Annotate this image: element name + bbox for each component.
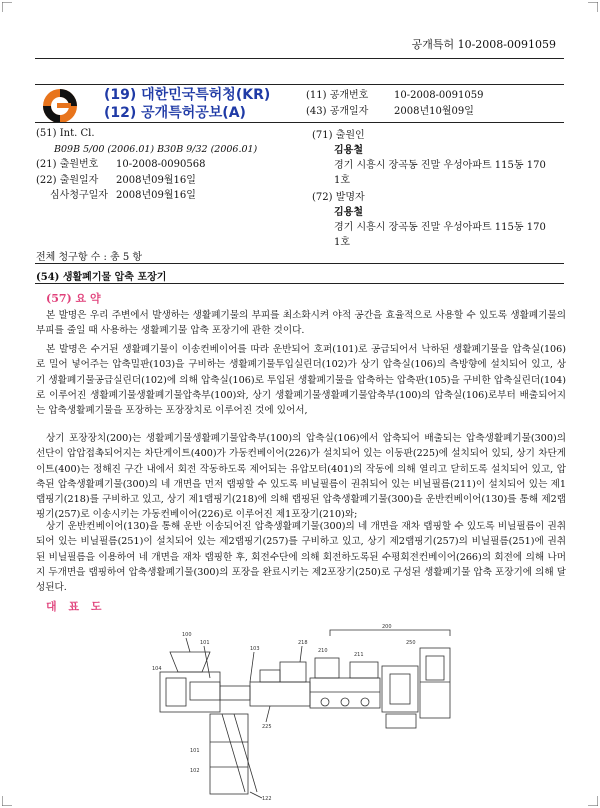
- pub-number-value: 10-2008-0091059: [394, 90, 484, 101]
- applicant-address-cont: 1호: [334, 175, 351, 186]
- exam-date-label: 심사청구일자: [50, 190, 108, 201]
- figure-label: 218: [298, 640, 308, 646]
- figure-label: 122: [262, 796, 272, 802]
- applicant-label: (71) 출원인: [312, 130, 365, 141]
- int-cl-label: (51) Int. Cl.: [36, 128, 95, 139]
- abstract-paragraph: 상기 포장장치(200)는 생활폐기물생활폐기물압축부(100)의 압축실(106)에서 압축되어 배출되는 압축생활폐기물(300)의 선단이 압압접촉되어지는 차단게이트(400)가 가동컨베이어(226)가 설치되어 있는 이동판(225)에 설치되어 있되, 상기 차단게이트(400)는 정해진 구간 내에서 회전 작동하도록 제어되는 유압모터(401)의 작동에 의해 열리고 닫히도록 설치되어 있고, 압축된 압축생활폐기물(300)의 네 개면을 먼저 랩핑할 수 있도록 비닐필름이 권취되어 있는 비닐필름(211)이 설치되어 있는 제1랩핑기(218)를 구비하고 있고, 상기 제1랩핑기(218)에 의해 랩핑된 압축생활폐기물(300)을 운반컨베이어(130)를 통해 제2랩핑기(257)로 이송시키는 가동컨베이어(226)로 이루어진 제1포장기(210)와;: [36, 433, 566, 521]
- figure-label: 102: [190, 768, 200, 774]
- bibliographic-data: [36, 126, 257, 204]
- exam-date-value: 2008년09월16일: [116, 190, 196, 201]
- figure-label: 211: [354, 652, 364, 658]
- exam-date-row: [36, 188, 257, 204]
- app-date-value: 2008년09월16일: [116, 174, 196, 186]
- pub-date-label: (43) 공개일자: [306, 106, 369, 117]
- ipc-codes: B09B 5/00 (2006.01) B30B 9/32 (2006.01): [54, 143, 258, 155]
- abstract-paragraph: 본 발명은 우리 주변에서 발생하는 생활폐기물의 부피를 최소화시켜 야적 공간을 효율적으로 사용할 수 있도록 생활폐기물의 부피를 줄일 때 사용하는 생활폐기물 압축 포장기에 관한 것이다.: [36, 310, 566, 337]
- inventor-name: 김용철: [334, 207, 363, 218]
- office-top-rule: [35, 84, 564, 85]
- parties-block: [312, 128, 562, 250]
- pub-date-row: [306, 104, 483, 120]
- corner-mark: [2, 2, 12, 12]
- figure-label: 104: [152, 666, 162, 672]
- representative-drawing-heading: 대 표 도: [46, 600, 106, 613]
- header-rule: [35, 58, 564, 59]
- figure-label: 225: [262, 724, 272, 730]
- invention-title: (54) 생활폐기물 압축 포장기: [36, 272, 167, 283]
- abstract-paragraph: 상기 운반컨베이어(130)을 통해 운반 이송되어진 압축생활폐기물(300)의 네 개면을 재차 랩핑할 수 있도록 비닐필름이 권취되어 있는 비닐필름(251)이 설치되어 있는 제2랩핑기(257)를 구비하고 있고, 상기 제2랩핑기(257)의 비닐필름(251)에 권취된 비닐필름을 이용하여 네 개면을 재차 랩핑한 후, 회전수단에 의해 회전하도록된 수평회전컨베이어(266)의 회전에 의해 나머지 두개면을 랩핑하여 압축생활폐기물(300)의 포장을 완료시키는 제2포장기(250)로 구성된 생활폐기물 압축 포장기에 의해 달성된다.: [36, 521, 566, 594]
- title-bottom-rule: [35, 283, 564, 284]
- figure-label: 101: [200, 640, 210, 646]
- app-date-label: (22) 출원일자: [36, 174, 99, 186]
- pub-number-row: [306, 88, 483, 104]
- representative-drawing: [150, 622, 460, 802]
- corner-mark: [2, 796, 12, 806]
- figure-label: 103: [250, 646, 260, 652]
- figure-label: 101: [190, 748, 200, 754]
- kipo-logo: [40, 86, 80, 126]
- claims-count: 전체 청구항 수 : 총 5 항: [36, 252, 143, 263]
- figure-label: 250: [406, 640, 416, 646]
- office-bottom-rule: [35, 122, 564, 123]
- office-block: [104, 86, 270, 122]
- abstract-heading: (57) 요 약: [46, 292, 101, 305]
- figure-label: 200: [382, 624, 392, 630]
- title-top-rule: [35, 263, 564, 264]
- corner-mark: [588, 2, 598, 12]
- publication-info: [306, 88, 483, 120]
- inventor-address-cont: 1호: [334, 237, 351, 248]
- publication-number: 공개특허 10-2008-0091059: [411, 38, 556, 51]
- app-number-row: [36, 157, 257, 173]
- abstract-paragraph: 본 발명은 수거된 생활폐기물이 이송컨베이어를 따라 운반되어 호퍼(101)로 공급되어서 낙하된 생활폐기물을 압축실(106)로 밀어 넣어주는 압축밀판(103)을 구비하는 생활폐기물투입실린더(102)가 상기 압축실(106)의 측방향에 설치되어 있고, 상기 생활폐기물공급실린더(102)에 의해 압축실(106)로 투입된 생활폐기물을 압축하는 압축판(105)을 구비한 압축실린더(104)로 이루어진 생활폐기물생활폐기물압축부(100)와, 상기 생활폐기물생활폐기물압축부(100)의 압축실(106)로부터 배출되어지는 압축생활폐기물을 포장하는 포장장치로 이루어진 것에 있어서,: [36, 344, 566, 417]
- applicant-name: 김용철: [334, 145, 363, 156]
- inventor-label: (72) 발명자: [312, 192, 365, 203]
- corner-mark: [588, 796, 598, 806]
- app-date-row: [36, 173, 257, 189]
- office-name: (19) 대한민국특허청(KR): [104, 87, 271, 103]
- figure-label: 100: [182, 632, 192, 638]
- pub-date-value: 2008년10월09일: [394, 106, 474, 117]
- gazette-type: (12) 공개특허공보(A): [104, 105, 246, 121]
- pub-number-label: (11) 공개번호: [306, 90, 369, 101]
- app-number-value: 10-2008-0090568: [116, 159, 206, 170]
- applicant-address: 경기 시흥시 장곡동 진말 우성아파트 115동 170: [334, 160, 546, 171]
- inventor-address: 경기 시흥시 장곡동 진말 우성아파트 115동 170: [334, 222, 546, 233]
- app-number-label: (21) 출원번호: [36, 159, 99, 170]
- figure-label: 210: [318, 648, 328, 654]
